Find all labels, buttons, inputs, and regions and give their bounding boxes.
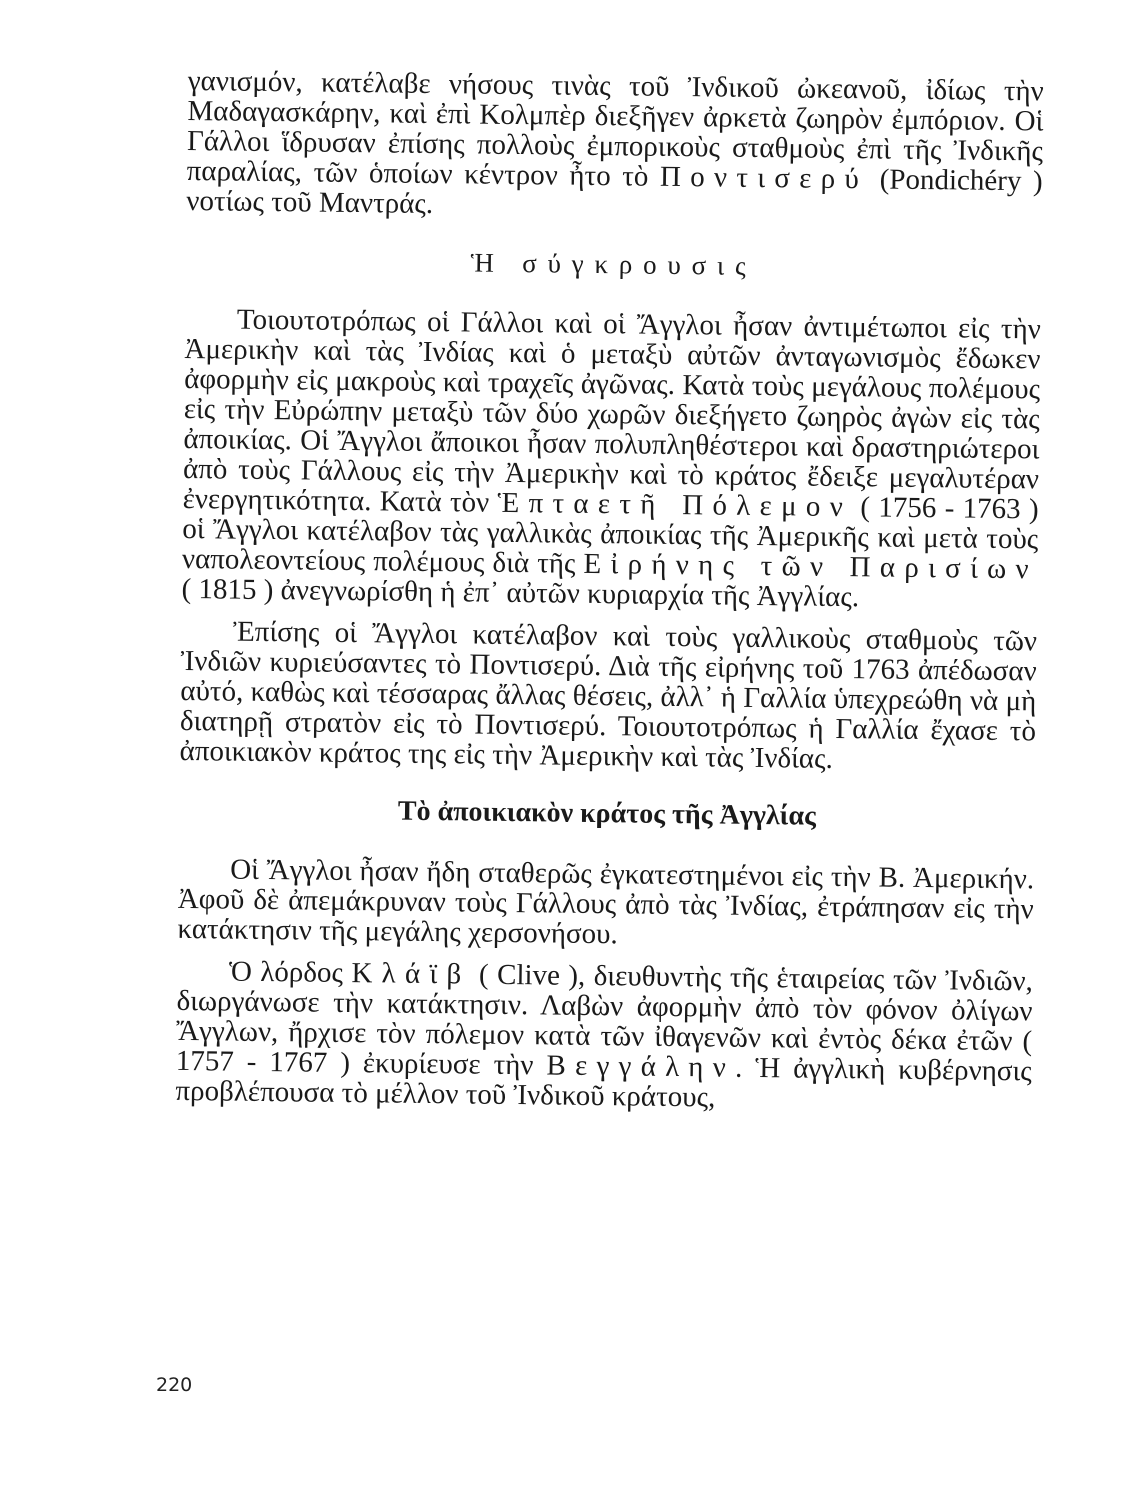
spaced-term-clive: Κλάϊβ (351, 957, 471, 991)
paragraph-conflict (181, 304, 1041, 614)
text-run: ( 1815 ) ἀνεγνωρίσθη ἡ ἐπ᾽ αὐτῶν κυριαρχία τῆς Ἀγγλίας. (181, 572, 860, 614)
text-run: Τοιουτοτρόπως οἱ Γάλλοι καὶ οἱ Ἄγγλοι ἦσαν ἀντιμέτωποι εἰς τὴν Ἀμερικὴν καὶ τὰς Ἰνδίας καὶ ὁ μεταξὺ αὐτῶν ἀνταγωνισμὸς ἔδωκεν ἀφορμὴν εἰς μακροὺς καὶ τραχεῖς ἀγῶνας. Κατὰ τοὺς μεγάλους πολέμους εἰς τὴν Εὐρώπην μεταξὺ τῶν δύο χωρῶν διεξήγετο ζωηρὸς ἀγὼν εἰς τὰς ἀποικίας. Οἱ Ἄγγλοι ἄποικοι ἦσαν πολυπληθέστεροι καὶ δραστηριώτεροι ἀπὸ τοὺς Γάλλους εἰς τὴν Ἀμερικὴν καὶ τὸ κράτος ἔδειξε μεγαλυτέραν ἐνεργητικότητα. Κατὰ τὸν (182, 303, 1042, 519)
section-heading-english-empire: Τὸ ἀποικιακὸν κράτος τῆς Ἀγγλίας (397, 795, 817, 832)
paragraph-lord-clive (175, 956, 1033, 1116)
paragraph-north-america: Οἱ Ἄγγλοι ἦσαν ἤδη σταθερῶς ἐγκατεστημένοι εἰς τὴν Β. Ἀμερικήν. Ἀφοῦ δὲ ἀπεμάκρυναν τοὺς Γάλλους ἀπὸ τὰς Ἰνδίας, ἐτράπησαν εἰς τὴν κατάκτησιν τῆς μεγάλης χερσονήσου. (177, 853, 1035, 951)
paragraph-indian-stations: Ἐπίσης οἱ Ἄγγλοι κατέλαβον καὶ τοὺς γαλλικοὺς σταθμοὺς τῶν Ἰνδιῶν κυριεύσαντες τὸ Ποντισερύ. Διὰ τῆς εἰρήνης τοῦ 1763 ἀπέδωσαν αὐτό, καθὼς καὶ τέσσαρας ἄλλας θέσεις, ἀλλ᾽ ἡ Γαλλία ὑπεχρεώθη νὰ μὴ διατηρῇ στρατὸν εἰς τὸ Ποντισερύ. Τοιουτοτρόπως ἡ Γαλλία ἔχασε τὸ ἀποικιακὸν κράτος της εἰς τὴν Ἀμερικὴν καὶ τὰς Ἰνδίας. (179, 615, 1038, 775)
text-run: . Ἡ ἀγγλικὴ κυβέρνησις προβλέπουσα τὸ μέλλον τοῦ Ἰνδικοῦ κράτους, (175, 1051, 1032, 1114)
page-number: 220 (156, 1374, 193, 1396)
text-run: ( Clive ), διευθυντὴς τῆς ἑταιρείας τῶν Ἰνδιῶν, διωργάνωσε τὴν κατάκτησιν. Λαβὼν ἀφορμὴν ἀπὸ τὸν φόνον ὀλίγων Ἄγγλων, ἤρχισε τὸν πόλεμον κατὰ τῶν ἰθαγενῶν καὶ ἐντὸς δέκα ἐτῶν ( 1757 - 1767 ) ἐκυρίευσε τὴν (175, 958, 1034, 1082)
section-heading-conflict: Ἡ σύγκρουσις (470, 247, 757, 281)
spaced-term-seven-years-war: Ἑπταετῆ Πόλεμον (497, 486, 853, 524)
text-run: Ὁ λόρδος (228, 955, 352, 990)
spaced-term-pondichery: Ποντισερύ (659, 160, 869, 196)
body-text (175, 66, 1044, 1128)
text-run: ( 1756 - 1763 ) οἱ Ἄγγλοι κατέλαβον τὰς γαλλικὰς ἀποικίας τῆς Ἀμερικῆς καὶ μετὰ τοὺς ναπολεοντείους πολέμους διὰ τῆς (181, 491, 1039, 580)
spaced-term-bengal: Βεγγάλην (546, 1049, 736, 1084)
spaced-term-peace-of-paris: Εἰρήνης τῶν Παρισίων (583, 547, 1039, 586)
paragraph-colonial-france (186, 66, 1044, 226)
text-run: (Pondichéry ) νοτίως τοῦ Μαντράς. (186, 163, 1043, 221)
text-run: γανισμόν, κατέλαβε νήσους τινὰς τοῦ Ἰνδικοῦ ὠκεανοῦ, ἰδίως τὴν Μαδαγασκάρην, καὶ ἐπὶ Κολμπὲρ διεξῆγεν ἀρκετὰ ζωηρὸν ἐμπόριον. Οἱ Γάλλοι ἵδρυσαν ἐπίσης πολλοὺς ἐμπορικοὺς σταθμοὺς ἐπὶ τῆς Ἰνδικῆς παραλίας, τῶν ὁποίων κέντρον ἦτο τὸ (186, 65, 1044, 193)
